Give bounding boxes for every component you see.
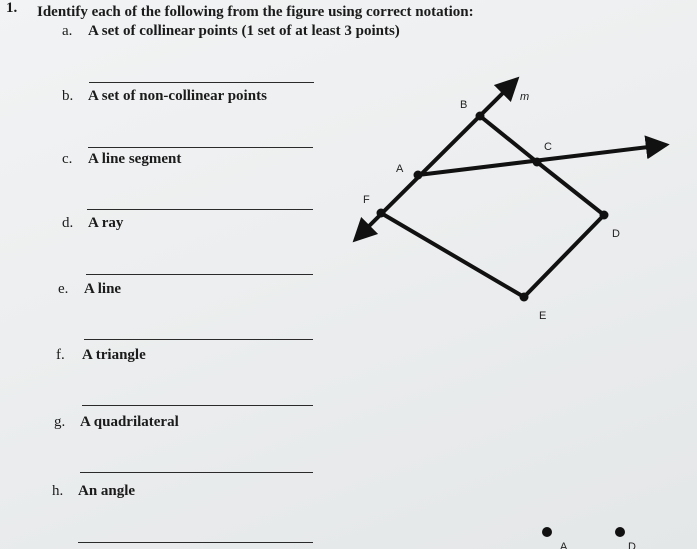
point-d [600, 211, 609, 220]
item-c-letter: c. [62, 151, 73, 167]
label-f: F [363, 194, 370, 206]
item-h-letter: h. [52, 483, 64, 499]
item-d-text: A ray [88, 215, 124, 231]
item-c-text: A line segment [88, 151, 182, 167]
item-g-letter: g. [54, 414, 66, 430]
point-a [414, 171, 423, 180]
item-f-text: A triangle [82, 347, 146, 363]
bottom-point-right [615, 527, 625, 537]
label-e: E [539, 310, 547, 322]
item-d-letter: d. [62, 215, 74, 231]
label-d: D [612, 228, 620, 240]
label-a: A [396, 163, 404, 175]
item-h-text: An angle [78, 483, 136, 499]
label-b: B [460, 99, 468, 111]
item-b-text: A set of non-collinear points [88, 88, 267, 104]
label-c: C [544, 141, 552, 153]
item-g-text: A quadrilateral [80, 414, 179, 430]
question-number: 1. [6, 0, 18, 16]
item-a-text: A set of collinear points (1 set of at least 3 points) [88, 23, 400, 39]
item-a-letter: a. [62, 23, 73, 39]
point-e [520, 293, 529, 302]
segment-fe [381, 213, 524, 297]
point-c [533, 158, 542, 167]
item-f-letter: f. [56, 347, 65, 363]
bottom-label-d: D [628, 541, 636, 549]
bottom-point-left [542, 527, 552, 537]
item-b-letter: b. [62, 88, 74, 104]
segment-de [524, 215, 604, 297]
item-e-text: A line [84, 281, 122, 297]
bottom-label-a: A [560, 541, 568, 549]
item-e-letter: e. [58, 281, 69, 297]
segment-bc [480, 116, 537, 162]
question-prompt: Identify each of the following from the figure using correct notation: [37, 4, 474, 20]
point-f [377, 209, 386, 218]
ray-ac [418, 145, 665, 175]
segment-cd [537, 162, 604, 215]
point-b [476, 112, 485, 121]
label-m: m [520, 91, 530, 103]
